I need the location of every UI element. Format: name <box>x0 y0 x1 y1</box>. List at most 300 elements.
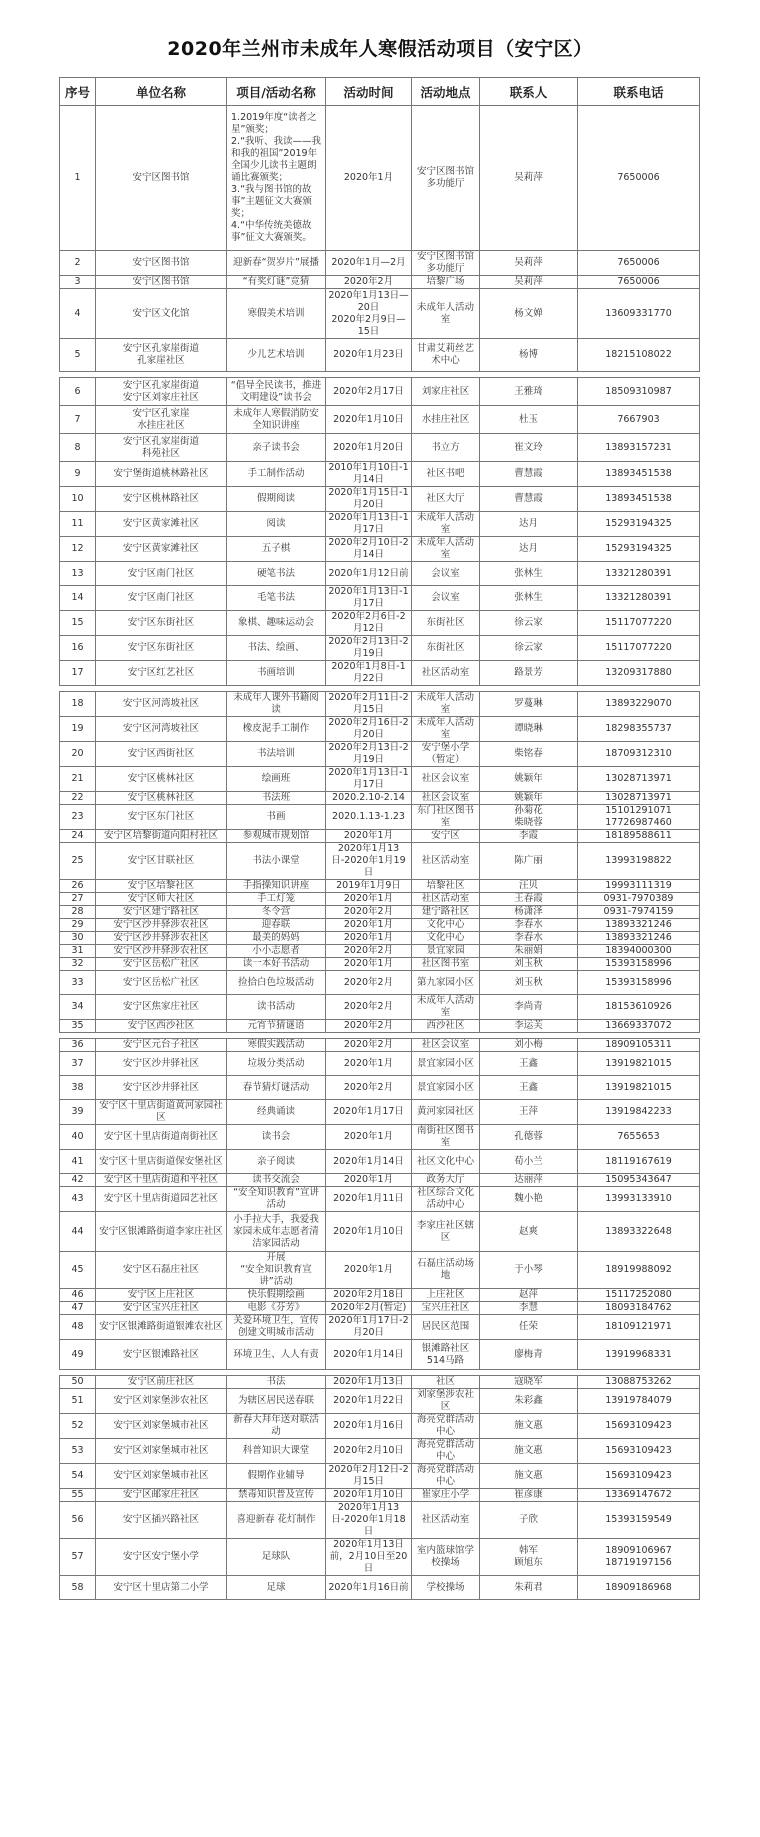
activity-time-cell: 2020年2月13日-2月19日 <box>326 636 412 661</box>
activity-time-cell: 2020年1月 <box>326 893 412 906</box>
activity-place-cell: 安宁区图书馆多功能厅 <box>412 251 480 276</box>
project-name-cell: 关爱环境卫生，宣传创建文明城市活动 <box>227 1315 326 1340</box>
project-name-cell: 科普知识大课堂 <box>227 1439 326 1464</box>
contact-phone-cell: 13893157231 <box>578 434 700 462</box>
table-body <box>60 106 700 1600</box>
table-row <box>60 289 700 339</box>
contact-phone-cell: 0931-7970389 <box>578 893 700 906</box>
row-number-cell: 15 <box>60 611 96 636</box>
unit-name-cell: 安宁区建宁路社区 <box>96 906 227 919</box>
row-number-cell: 16 <box>60 636 96 661</box>
row-number-cell: 4 <box>60 289 96 339</box>
unit-name-cell: 安宁区上庄社区 <box>96 1289 227 1302</box>
project-name-cell: “安全知识教育”宣讲活动 <box>227 1187 326 1212</box>
header-cell: 联系人 <box>480 78 578 106</box>
row-number-cell: 33 <box>60 971 96 995</box>
table-row <box>60 971 700 995</box>
contact-phone-cell: 18109121971 <box>578 1315 700 1340</box>
table-row <box>60 251 700 276</box>
activity-time-cell: 2020年1月17日 <box>326 1100 412 1125</box>
activity-place-cell: 社区活动室 <box>412 893 480 906</box>
contact-person-cell: 施文惠 <box>480 1414 578 1439</box>
activity-place-cell: 海亮党群活动中心 <box>412 1414 480 1439</box>
page-title: 2020年兰州市未成年人寒假活动项目（安宁区） <box>167 38 593 60</box>
activity-table <box>59 77 700 1600</box>
activity-time-cell: 2020年1月—2月 <box>326 251 412 276</box>
project-name-cell: 手指操知识讲座 <box>227 880 326 893</box>
project-name-cell: 1.2019年度“读者之星”颁奖； 2.“我听、我读——我和我的祖国”2019年全国少儿读书主题朗诵比赛颁奖； 3.“我与图书馆的故事”主题征文大赛颁奖； 4.“中华传统美德故事”征文大赛颁奖。 <box>227 106 326 251</box>
activity-time-cell: 2019年1月9日 <box>326 880 412 893</box>
row-number-cell: 2 <box>60 251 96 276</box>
unit-name-cell: 安宁区图书馆 <box>96 251 227 276</box>
contact-person-cell: 徐云家 <box>480 636 578 661</box>
activity-time-cell: 2020年1月 <box>326 958 412 971</box>
activity-time-cell: 2020年1月23日 <box>326 339 412 372</box>
contact-person-cell: 陈广丽 <box>480 843 578 880</box>
contact-person-cell: 魏小艳 <box>480 1187 578 1212</box>
unit-name-cell: 安宁区培黎社区 <box>96 880 227 893</box>
activity-time-cell: 2020年2月 <box>326 995 412 1020</box>
contact-phone-cell: 15693109423 <box>578 1439 700 1464</box>
project-name-cell: 元宵节猜谜语 <box>227 1020 326 1033</box>
contact-person-cell: 赵萍 <box>480 1289 578 1302</box>
activity-time-cell: 2020年1月 <box>326 1174 412 1187</box>
activity-time-cell: 2020年1月 <box>326 1252 412 1289</box>
unit-name-cell: 安宁区沙井驿社区 <box>96 1076 227 1100</box>
activity-place-cell: 会议室 <box>412 562 480 586</box>
contact-phone-cell: 13919821015 <box>578 1076 700 1100</box>
project-name-cell: 书画 <box>227 805 326 830</box>
row-number-cell: 41 <box>60 1150 96 1174</box>
contact-person-cell: 子欣 <box>480 1502 578 1539</box>
project-name-cell: 硬笔书法 <box>227 562 326 586</box>
contact-person-cell: 于小琴 <box>480 1252 578 1289</box>
activity-time-cell: 2020年1月 <box>326 919 412 932</box>
contact-person-cell: 孙菊花 柴晓蓉 <box>480 805 578 830</box>
contact-phone-cell: 13919821015 <box>578 1052 700 1076</box>
activity-place-cell: 上庄社区 <box>412 1289 480 1302</box>
contact-person-cell: 王雅琦 <box>480 378 578 406</box>
unit-name-cell: 安宁区刘家堡涉农社区 <box>96 1389 227 1414</box>
contact-phone-cell: 15693109423 <box>578 1414 700 1439</box>
contact-phone-cell: 13919842233 <box>578 1100 700 1125</box>
activity-place-cell: 社区图书室 <box>412 958 480 971</box>
activity-place-cell: 社区会议室 <box>412 792 480 805</box>
unit-name-cell: 安宁区培黎街道向阳村社区 <box>96 830 227 843</box>
table-row <box>60 1502 700 1539</box>
activity-place-cell: 培黎广场 <box>412 276 480 289</box>
table-row <box>60 562 700 586</box>
table-row <box>60 276 700 289</box>
contact-person-cell: 王春霞 <box>480 893 578 906</box>
contact-person-cell: 王鑫 <box>480 1052 578 1076</box>
activity-time-cell: 2020年1月11日 <box>326 1187 412 1212</box>
contact-person-cell: 李尚青 <box>480 995 578 1020</box>
table-row <box>60 487 700 512</box>
row-number-cell: 44 <box>60 1212 96 1252</box>
contact-person-cell: 李春水 <box>480 932 578 945</box>
contact-phone-cell: 7667903 <box>578 406 700 434</box>
activity-place-cell: 社区大厅 <box>412 487 480 512</box>
table-row <box>60 880 700 893</box>
contact-phone-cell: 13209317880 <box>578 661 700 686</box>
activity-time-cell: 2020年1月 <box>326 1125 412 1150</box>
table-row <box>60 1150 700 1174</box>
table-row <box>60 611 700 636</box>
project-name-cell: 足球 <box>227 1576 326 1600</box>
table-row <box>60 742 700 767</box>
contact-phone-cell: 13893321246 <box>578 932 700 945</box>
row-number-cell: 43 <box>60 1187 96 1212</box>
table-row <box>60 462 700 487</box>
unit-name-cell: 安宁区宝兴庄社区 <box>96 1302 227 1315</box>
activity-place-cell: 刘家庄社区 <box>412 378 480 406</box>
activity-place-cell: 安宁堡小学（暂定） <box>412 742 480 767</box>
project-name-cell: 读一本好书活动 <box>227 958 326 971</box>
row-number-cell: 45 <box>60 1252 96 1289</box>
activity-time-cell: 2020年1月20日 <box>326 434 412 462</box>
project-name-cell: 亲子读书会 <box>227 434 326 462</box>
contact-phone-cell: 13028713971 <box>578 792 700 805</box>
row-number-cell: 28 <box>60 906 96 919</box>
activity-place-cell: 未成年人活动室 <box>412 717 480 742</box>
table-row <box>60 512 700 537</box>
project-name-cell: “有奖灯谜”竞猜 <box>227 276 326 289</box>
contact-person-cell: 达月 <box>480 537 578 562</box>
table-row <box>60 692 700 717</box>
unit-name-cell: 安宁区孔家崖街道 孔家崖社区 <box>96 339 227 372</box>
row-number-cell: 19 <box>60 717 96 742</box>
row-number-cell: 40 <box>60 1125 96 1150</box>
project-name-cell: 假期阅读 <box>227 487 326 512</box>
contact-phone-cell: 15393158996 <box>578 971 700 995</box>
activity-place-cell: 社区会议室 <box>412 767 480 792</box>
row-number-cell: 6 <box>60 378 96 406</box>
activity-time-cell: 2020年1月22日 <box>326 1389 412 1414</box>
table-row <box>60 1376 700 1389</box>
unit-name-cell: 安宁区孔家崖 水挂庄社区 <box>96 406 227 434</box>
contact-phone-cell: 15117252080 <box>578 1289 700 1302</box>
contact-person-cell: 王萍 <box>480 1100 578 1125</box>
contact-person-cell: 崔彦康 <box>480 1489 578 1502</box>
project-name-cell: 冬令营 <box>227 906 326 919</box>
project-name-cell: 寒假实践活动 <box>227 1039 326 1052</box>
contact-phone-cell: 15293194325 <box>578 512 700 537</box>
unit-name-cell: 安宁区孔家崖街道 科苑社区 <box>96 434 227 462</box>
activity-place-cell: 文化中心 <box>412 932 480 945</box>
contact-person-cell: 杨潇泽 <box>480 906 578 919</box>
project-name-cell: 绘画班 <box>227 767 326 792</box>
contact-person-cell: 路景芳 <box>480 661 578 686</box>
project-name-cell: 读书交流会 <box>227 1174 326 1187</box>
unit-name-cell: 安宁区邮家庄社区 <box>96 1489 227 1502</box>
row-number-cell: 13 <box>60 562 96 586</box>
unit-name-cell: 安宁区十里店街道和平社区 <box>96 1174 227 1187</box>
contact-phone-cell: 13669337072 <box>578 1020 700 1033</box>
table-row <box>60 106 700 251</box>
contact-phone-cell: 18909186968 <box>578 1576 700 1600</box>
activity-place-cell: 宝兴庄社区 <box>412 1302 480 1315</box>
activity-time-cell: 2020年1月15日-1月20日 <box>326 487 412 512</box>
contact-person-cell: 荀小兰 <box>480 1150 578 1174</box>
activity-time-cell: 2020年1月13日前，2月10日至20日 <box>326 1539 412 1576</box>
activity-time-cell: 2020年2月18日 <box>326 1289 412 1302</box>
contact-phone-cell: 13893451538 <box>578 462 700 487</box>
project-name-cell: 读书活动 <box>227 995 326 1020</box>
table-row <box>60 339 700 372</box>
project-name-cell: 手工灯笼 <box>227 893 326 906</box>
activity-time-cell: 2020年2月6日-2月12日 <box>326 611 412 636</box>
contact-person-cell: 李春水 <box>480 919 578 932</box>
unit-name-cell: 安宁区十里店街道保安堡社区 <box>96 1150 227 1174</box>
unit-name-cell: 安宁堡街道桃林路社区 <box>96 462 227 487</box>
contact-person-cell: 曹慧霞 <box>480 487 578 512</box>
unit-name-cell: 安宁区沙井驿社区 <box>96 1052 227 1076</box>
unit-name-cell: 安宁区桃林路社区 <box>96 487 227 512</box>
activity-place-cell: 石磊庄活动场地 <box>412 1252 480 1289</box>
table-row <box>60 945 700 958</box>
table-row <box>60 537 700 562</box>
row-number-cell: 32 <box>60 958 96 971</box>
table-row <box>60 767 700 792</box>
activity-place-cell: 社区 <box>412 1376 480 1389</box>
row-number-cell: 55 <box>60 1489 96 1502</box>
activity-time-cell: 2020年2月 <box>326 971 412 995</box>
contact-person-cell: 韩军 顾旭东 <box>480 1539 578 1576</box>
activity-time-cell: 2020年1月13日-1月17日 <box>326 512 412 537</box>
activity-time-cell: 2020年2月12日-2月15日 <box>326 1464 412 1489</box>
activity-time-cell: 2020年2月(暂定) <box>326 1302 412 1315</box>
contact-person-cell: 孔德蓉 <box>480 1125 578 1150</box>
table-row <box>60 1020 700 1033</box>
contact-person-cell: 姚颖年 <box>480 792 578 805</box>
table-row <box>60 792 700 805</box>
project-name-cell: 少儿艺术培训 <box>227 339 326 372</box>
contact-person-cell: 刘玉秋 <box>480 958 578 971</box>
contact-person-cell: 徐云家 <box>480 611 578 636</box>
project-name-cell: 参观城市规划馆 <box>227 830 326 843</box>
unit-name-cell: 安宁区河湾坡社区 <box>96 717 227 742</box>
table-row <box>60 958 700 971</box>
table-row <box>60 932 700 945</box>
unit-name-cell: 安宁区甘联社区 <box>96 843 227 880</box>
header-cell: 单位名称 <box>96 78 227 106</box>
project-name-cell: 快乐假期绘画 <box>227 1289 326 1302</box>
activity-time-cell: 2020年2月 <box>326 1076 412 1100</box>
project-name-cell: 足球队 <box>227 1539 326 1576</box>
unit-name-cell: 安宁区沙井驿涉农社区 <box>96 919 227 932</box>
unit-name-cell: 安宁区刘家堡城市社区 <box>96 1414 227 1439</box>
project-name-cell: 开展 “安全知识教育宣讲”活动 <box>227 1252 326 1289</box>
activity-place-cell: 东街社区 <box>412 636 480 661</box>
row-number-cell: 25 <box>60 843 96 880</box>
unit-name-cell: 安宁区银滩路街道银滩农社区 <box>96 1315 227 1340</box>
table-row <box>60 1039 700 1052</box>
contact-person-cell: 张林生 <box>480 586 578 611</box>
row-number-cell: 57 <box>60 1539 96 1576</box>
activity-place-cell: 社区会议室 <box>412 1039 480 1052</box>
table-row <box>60 1125 700 1150</box>
unit-name-cell: 安宁区前庄社区 <box>96 1376 227 1389</box>
project-name-cell: 未成年人课外书籍阅读 <box>227 692 326 717</box>
table-row <box>60 906 700 919</box>
activity-place-cell: 黄河家园社区 <box>412 1100 480 1125</box>
contact-phone-cell: 7650006 <box>578 276 700 289</box>
unit-name-cell: 安宁区东街社区 <box>96 611 227 636</box>
table-row <box>60 661 700 686</box>
activity-time-cell: 2020年1月13日 <box>326 1376 412 1389</box>
contact-person-cell: 王鑫 <box>480 1076 578 1100</box>
activity-place-cell: 培黎社区 <box>412 880 480 893</box>
activity-place-cell: 会议室 <box>412 586 480 611</box>
contact-person-cell: 吴莉萍 <box>480 106 578 251</box>
table-row <box>60 586 700 611</box>
row-number-cell: 47 <box>60 1302 96 1315</box>
row-number-cell: 14 <box>60 586 96 611</box>
contact-phone-cell: 18909106967 18719197156 <box>578 1539 700 1576</box>
table-row <box>60 1340 700 1370</box>
contact-person-cell: 吴莉萍 <box>480 276 578 289</box>
table-row <box>60 1489 700 1502</box>
contact-phone-cell: 13893229070 <box>578 692 700 717</box>
row-number-cell: 53 <box>60 1439 96 1464</box>
contact-phone-cell: 18093184762 <box>578 1302 700 1315</box>
activity-time-cell: 2020年2月10日 <box>326 1439 412 1464</box>
activity-time-cell: 2020年1月 <box>326 932 412 945</box>
unit-name-cell: 安宁区红艺社区 <box>96 661 227 686</box>
contact-phone-cell: 15117077220 <box>578 611 700 636</box>
row-number-cell: 1 <box>60 106 96 251</box>
project-name-cell: 毛笔书法 <box>227 586 326 611</box>
unit-name-cell: 安宁区沙井驿涉农社区 <box>96 932 227 945</box>
row-number-cell: 10 <box>60 487 96 512</box>
activity-time-cell: 2020年1月10日 <box>326 1212 412 1252</box>
activity-place-cell: 社区活动室 <box>412 843 480 880</box>
row-number-cell: 9 <box>60 462 96 487</box>
activity-time-cell: 2020.1.13-1.23 <box>326 805 412 830</box>
activity-place-cell: 未成年人活动室 <box>412 289 480 339</box>
project-name-cell: 橡皮泥手工制作 <box>227 717 326 742</box>
activity-time-cell: 2020年1月10日 <box>326 406 412 434</box>
activity-place-cell: 景宜家园小区 <box>412 1052 480 1076</box>
contact-phone-cell: 13993198822 <box>578 843 700 880</box>
contact-phone-cell: 18215108022 <box>578 339 700 372</box>
unit-name-cell: 安宁区沙井驿涉农社区 <box>96 945 227 958</box>
activity-place-cell: 未成年人活动室 <box>412 995 480 1020</box>
contact-person-cell: 杨文婵 <box>480 289 578 339</box>
project-name-cell: 书法班 <box>227 792 326 805</box>
row-number-cell: 7 <box>60 406 96 434</box>
row-number-cell: 20 <box>60 742 96 767</box>
contact-person-cell: 谭晓琳 <box>480 717 578 742</box>
activity-place-cell: 未成年人活动室 <box>412 512 480 537</box>
table-row <box>60 1174 700 1187</box>
project-name-cell: 迎春联 <box>227 919 326 932</box>
unit-name-cell: 安宁区十里店街道园艺社区 <box>96 1187 227 1212</box>
activity-time-cell: 2020年2月 <box>326 276 412 289</box>
header-cell: 项目/活动名称 <box>227 78 326 106</box>
contact-phone-cell: 18119167619 <box>578 1150 700 1174</box>
unit-name-cell: 安宁区河湾坡社区 <box>96 692 227 717</box>
contact-phone-cell: 13369147672 <box>578 1489 700 1502</box>
unit-name-cell: 安宁区黄家滩社区 <box>96 537 227 562</box>
activity-time-cell: 2020年1月13日—20日 2020年2月9日—15日 <box>326 289 412 339</box>
unit-name-cell: 安宁区孔家崖街道 安宁区刘家庄社区 <box>96 378 227 406</box>
contact-phone-cell: 15393159549 <box>578 1502 700 1539</box>
row-number-cell: 58 <box>60 1576 96 1600</box>
contact-person-cell: 柴铭春 <box>480 742 578 767</box>
row-number-cell: 34 <box>60 995 96 1020</box>
activity-place-cell: 景宜家园小区 <box>412 1076 480 1100</box>
contact-person-cell: 达月 <box>480 512 578 537</box>
project-name-cell: 捡拾白色垃圾活动 <box>227 971 326 995</box>
activity-place-cell: 未成年人活动室 <box>412 537 480 562</box>
project-name-cell: 小小志愿者 <box>227 945 326 958</box>
contact-person-cell: 李慧 <box>480 1302 578 1315</box>
contact-person-cell: 施文惠 <box>480 1464 578 1489</box>
contact-phone-cell: 13088753262 <box>578 1376 700 1389</box>
project-name-cell: 书画培训 <box>227 661 326 686</box>
unit-name-cell: 安宁区石磊庄社区 <box>96 1252 227 1289</box>
activity-place-cell: 学校操场 <box>412 1576 480 1600</box>
unit-name-cell: 安宁区银滩路社区 <box>96 1340 227 1370</box>
table-row <box>60 406 700 434</box>
activity-time-cell: 2020年2月11日-2月15日 <box>326 692 412 717</box>
unit-name-cell: 安宁区十里店街道南街社区 <box>96 1125 227 1150</box>
project-name-cell: 环境卫生、人人有责 <box>227 1340 326 1370</box>
row-number-cell: 54 <box>60 1464 96 1489</box>
activity-time-cell: 2020年1月13日-2020年1月19日 <box>326 843 412 880</box>
contact-person-cell: 张林生 <box>480 562 578 586</box>
row-number-cell: 37 <box>60 1052 96 1076</box>
project-name-cell: 最美的妈妈 <box>227 932 326 945</box>
contact-phone-cell: 13893321246 <box>578 919 700 932</box>
activity-place-cell: 景宜家园 <box>412 945 480 958</box>
table-row <box>60 636 700 661</box>
table-row <box>60 919 700 932</box>
project-name-cell: 读书会 <box>227 1125 326 1150</box>
contact-person-cell: 杜玉 <box>480 406 578 434</box>
activity-place-cell: 安宁区 <box>412 830 480 843</box>
table-row <box>60 1464 700 1489</box>
activity-place-cell: 海亮党群活动中心 <box>412 1439 480 1464</box>
activity-time-cell: 2020年1月16日前 <box>326 1576 412 1600</box>
table-row <box>60 830 700 843</box>
unit-name-cell: 安宁区西沙社区 <box>96 1020 227 1033</box>
activity-place-cell: 李家庄社区辖区 <box>412 1212 480 1252</box>
unit-name-cell: 安宁区元台子社区 <box>96 1039 227 1052</box>
contact-phone-cell: 15095343647 <box>578 1174 700 1187</box>
project-name-cell: 电影《芬芳》 <box>227 1302 326 1315</box>
activity-time-cell: 2020年1月13日-2020年1月18日 <box>326 1502 412 1539</box>
project-name-cell: 五子棋 <box>227 537 326 562</box>
activity-place-cell: 海亮党群活动中心 <box>412 1464 480 1489</box>
table-row <box>60 995 700 1020</box>
activity-time-cell: 2020年2月16日-2月20日 <box>326 717 412 742</box>
unit-name-cell: 安宁区南门社区 <box>96 562 227 586</box>
project-name-cell: 为辖区居民送春联 <box>227 1389 326 1414</box>
row-number-cell: 26 <box>60 880 96 893</box>
project-name-cell: 书法 <box>227 1376 326 1389</box>
activity-place-cell: 文化中心 <box>412 919 480 932</box>
row-number-cell: 48 <box>60 1315 96 1340</box>
contact-person-cell: 曹慧霞 <box>480 462 578 487</box>
project-name-cell: 寒假美术培训 <box>227 289 326 339</box>
unit-name-cell: 安宁区安宁堡小学 <box>96 1539 227 1576</box>
project-name-cell: 象棋、趣味运动会 <box>227 611 326 636</box>
contact-person-cell: 廖梅青 <box>480 1340 578 1370</box>
contact-person-cell: 李霞 <box>480 830 578 843</box>
